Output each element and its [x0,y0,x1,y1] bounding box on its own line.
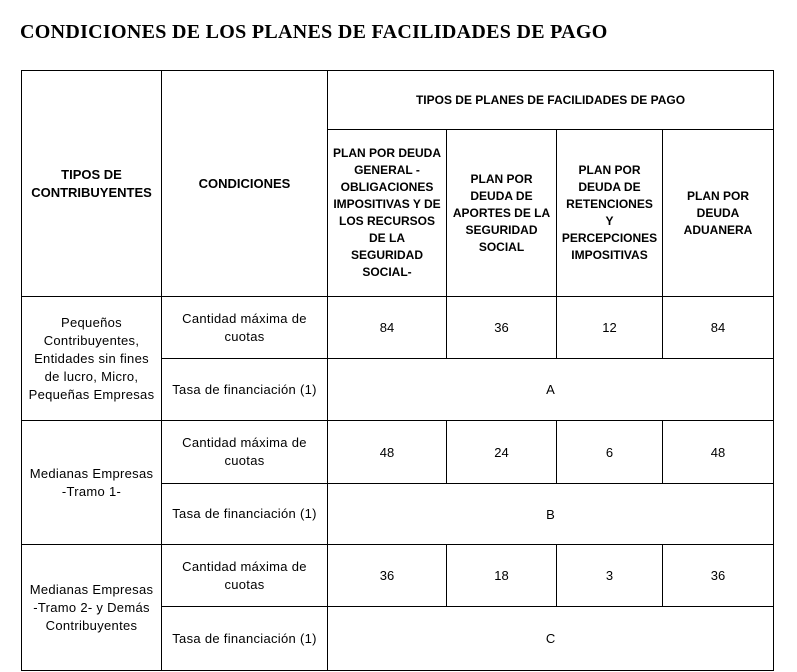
header-tipos-contribuyentes: TIPOS DE CONTRIBUYENTES [22,71,162,297]
cuotas-value-cell: 24 [447,421,557,484]
tasa-label-cell: Tasa de financiación (1) [162,359,328,421]
cuotas-value-cell: 36 [328,545,447,607]
header-tipos-planes: TIPOS DE PLANES DE FACILIDADES DE PAGO [328,71,774,130]
cuotas-label-cell: Cantidad máxima de cuotas [162,297,328,359]
header-condiciones: CONDICIONES [162,71,328,297]
cuotas-value-cell: 48 [328,421,447,484]
table-row [22,421,774,484]
cuotas-label-cell: Cantidad máxima de cuotas [162,421,328,484]
cuotas-value-cell: 36 [447,297,557,359]
header-plan-deuda-aduanera: PLAN POR DEUDA ADUANERA [663,130,774,297]
cuotas-value-cell: 12 [557,297,663,359]
tipo-contribuyente-cell: Pequeños Contribuyentes, Entidades sin fines de lucro, Micro, Pequeñas Empresas [22,297,162,421]
cuotas-value-cell: 36 [663,545,774,607]
cuotas-label-cell: Cantidad máxima de cuotas [162,545,328,607]
table-row [22,545,774,607]
cuotas-value-cell: 6 [557,421,663,484]
header-plan-deuda-general: PLAN POR DEUDA GENERAL -OBLIGACIONES IMPOSITIVAS Y DE LOS RECURSOS DE LA SEGURIDAD SOCIAL- [328,130,447,297]
cuotas-value-cell: 48 [663,421,774,484]
tasa-value-cell: A [328,359,774,421]
cuotas-value-cell: 18 [447,545,557,607]
tasa-label-cell: Tasa de financiación (1) [162,607,328,671]
tasa-label-cell: Tasa de financiación (1) [162,484,328,545]
page-title: CONDICIONES DE LOS PLANES DE FACILIDADES DE PAGO [20,21,608,43]
header-plan-retenciones-percepciones: PLAN POR DEUDA DE RETENCIONES Y PERCEPCIONES IMPOSITIVAS [557,130,663,297]
plans-table [21,70,774,671]
tasa-value-cell: C [328,607,774,671]
tipo-contribuyente-cell: Medianas Empresas -Tramo 2- y Demás Contribuyentes [22,545,162,671]
table-row [22,297,774,359]
tipo-contribuyente-cell: Medianas Empresas -Tramo 1- [22,421,162,545]
tasa-value-cell: B [328,484,774,545]
header-plan-aportes-seguridad-social: PLAN POR DEUDA DE APORTES DE LA SEGURIDAD SOCIAL [447,130,557,297]
cuotas-value-cell: 3 [557,545,663,607]
cuotas-value-cell: 84 [663,297,774,359]
cuotas-value-cell: 84 [328,297,447,359]
